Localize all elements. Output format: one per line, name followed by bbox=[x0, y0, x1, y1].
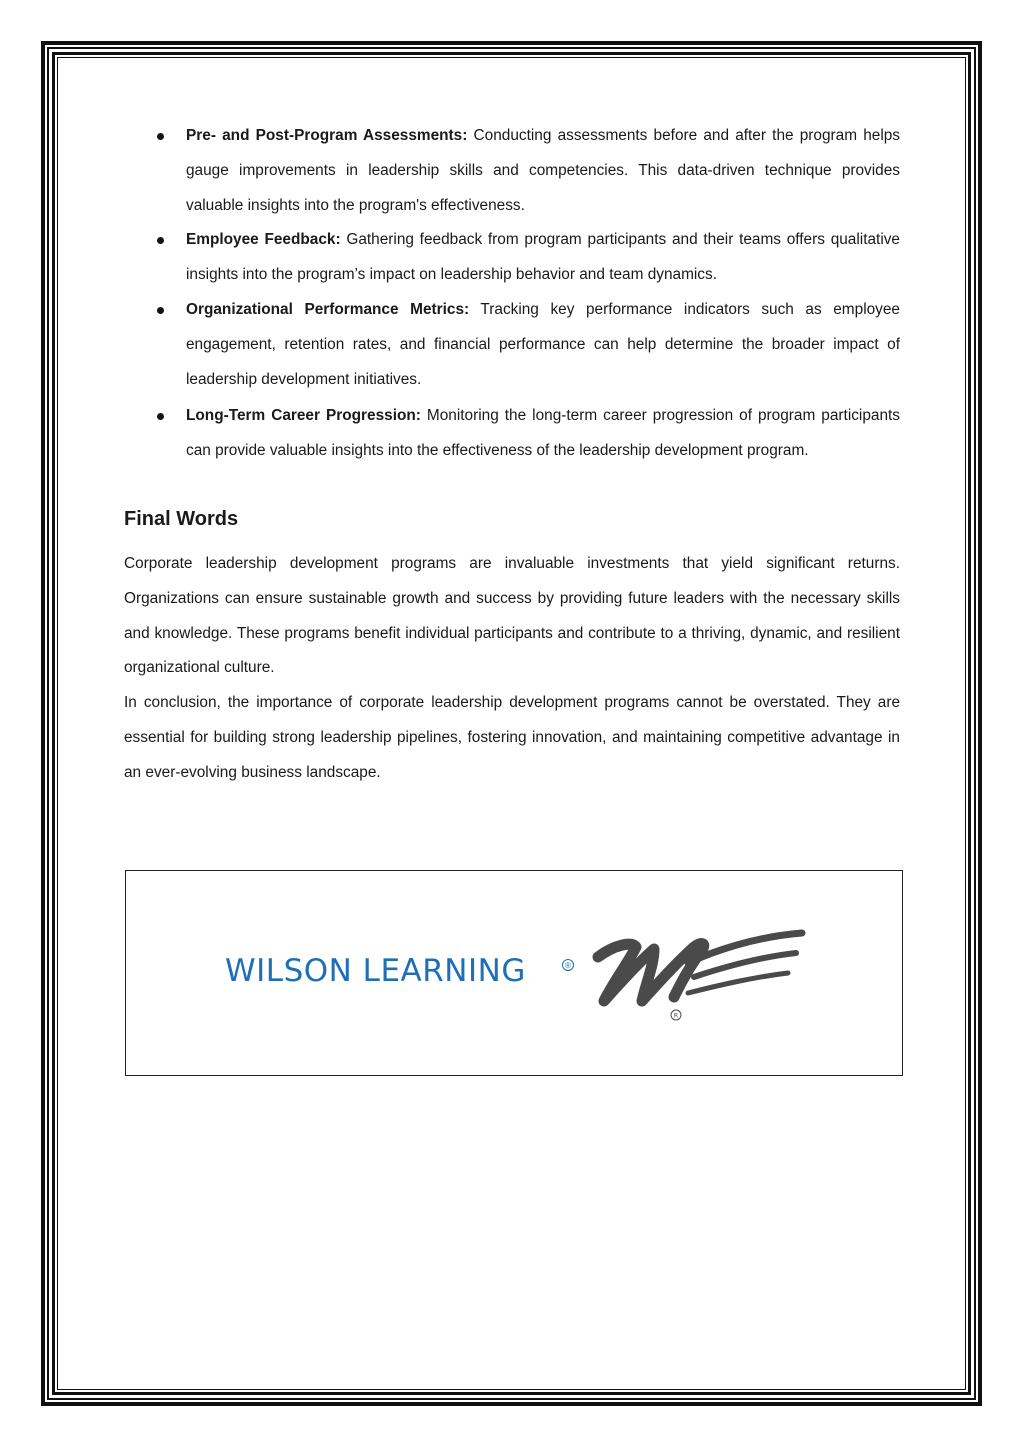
final-words-paragraph-1: Corporate leadership development programs are invaluable investments that yield significant returns. Organizations can ensure sustainable growth and success by providing future leaders with the necessary skills and knowledge. These programs benefit individual participants and contribute to a thriving, dynamic, and resilient organizational culture. bbox=[124, 554, 900, 677]
section-heading-final-words: Final Words bbox=[124, 507, 239, 530]
logo-frame bbox=[125, 870, 903, 1076]
list-item-text: Gathering feedback from program participants and their teams offers qualitative insights into the program’s impact on leadership behavior and team dynamics. bbox=[186, 231, 900, 284]
list-item-lead: Long-Term Career Progression: bbox=[186, 407, 421, 425]
list-item-text: Monitoring the long-term career progression of program participants can provide valuable insights into the effectiveness of the leadership development program. bbox=[186, 407, 901, 460]
list-item bbox=[124, 399, 900, 469]
list-item-lead: Organizational Performance Metrics: bbox=[186, 300, 470, 318]
measurement-methods-list bbox=[124, 119, 900, 469]
svg-text:R: R bbox=[673, 1012, 679, 1020]
list-item-lead: Pre- and Post-Program Assessments: bbox=[186, 127, 468, 144]
final-words-paragraph-2: In conclusion, the importance of corporate leadership development programs cannot be overstated. They are essential for building strong leadership pipelines, fostering innovation, and maintaining competitive advantage in an ever-evolving business landscape. bbox=[124, 694, 900, 781]
list-item bbox=[124, 223, 900, 293]
list-item-text: Tracking key performance indicators such as employee engagement, retention rates, and financial performance can help determine the broader impact of leadership development initiatives. bbox=[186, 300, 900, 388]
list-item-text: Conducting assessments before and after the program helps gauge improvements in leadership skills and competencies. This data-driven technique provides valuable insights into the program's effectiveness. bbox=[186, 127, 900, 214]
document-body bbox=[124, 119, 900, 791]
wilson-learning-w-mark-icon bbox=[584, 923, 816, 1023]
list-item-lead: Employee Feedback: bbox=[186, 231, 341, 249]
list-item bbox=[124, 293, 900, 397]
wilson-learning-wordmark: WILSON LEARNING bbox=[225, 953, 526, 989]
list-item bbox=[124, 119, 900, 223]
registered-mark: ® bbox=[562, 959, 574, 971]
